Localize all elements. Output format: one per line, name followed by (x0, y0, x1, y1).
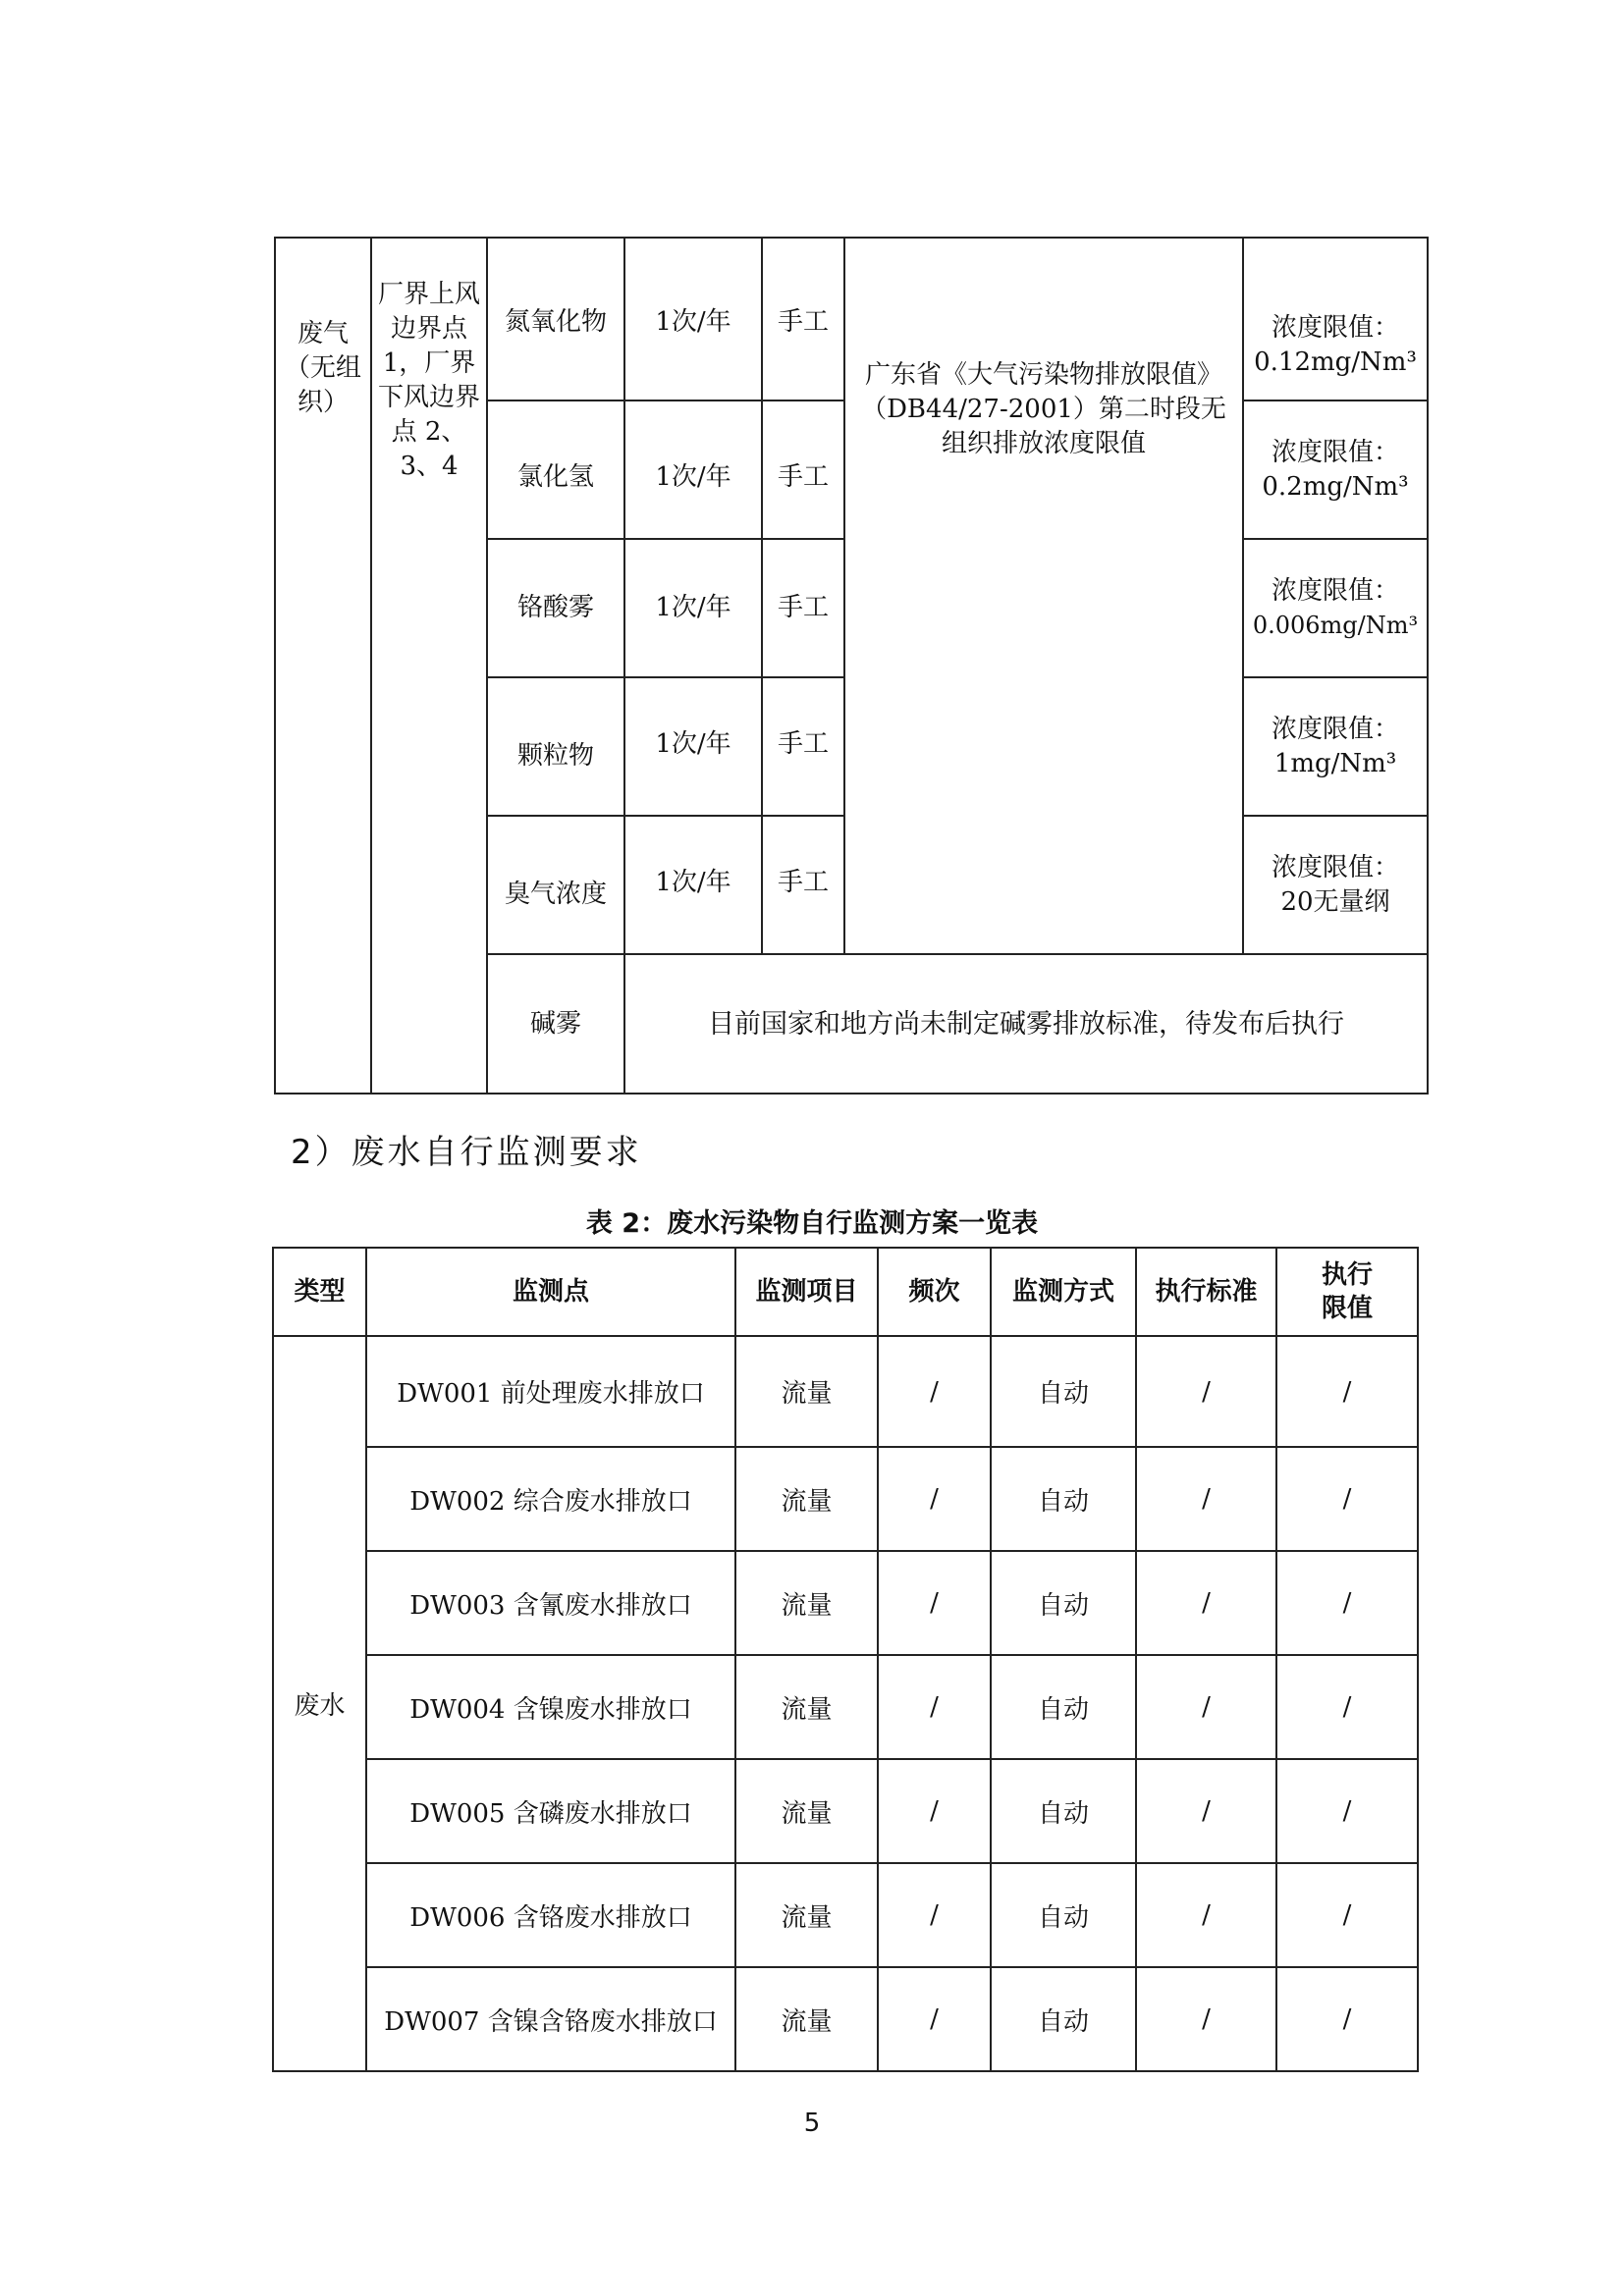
method-cell: 手工 (762, 400, 844, 539)
table-row (273, 1759, 1418, 1863)
header-limit: 执行限值 (1276, 1248, 1418, 1336)
item-cell: 流量 (735, 1863, 878, 1967)
table-row (273, 1967, 1418, 2071)
header-standard: 执行标准 (1136, 1248, 1276, 1336)
table-row (273, 1447, 1418, 1551)
item-cell: 颗粒物 (487, 677, 624, 816)
limit-label: 浓度限值： (1271, 437, 1399, 467)
type-cell: 废水 (273, 1336, 366, 2071)
limit-cell: / (1276, 1447, 1418, 1551)
freq-cell: 1次/年 (624, 677, 762, 816)
standard-cell: / (1136, 1336, 1276, 1447)
method-cell: 手工 (762, 238, 844, 400)
standard-cell: / (1136, 1967, 1276, 2071)
table-row (273, 1551, 1418, 1655)
method-cell: 自动 (991, 1967, 1136, 2071)
note-cell: 目前国家和地方尚未制定碱雾排放标准，待发布后执行 (624, 954, 1428, 1094)
item-cell: 铬酸雾 (487, 539, 624, 677)
limit-label: 浓度限值： (1271, 575, 1399, 606)
freq-cell: 1次/年 (624, 816, 762, 954)
header-point: 监测点 (366, 1248, 735, 1336)
freq-cell: / (878, 1655, 991, 1759)
type-cell: 废气（无组织） (275, 238, 371, 1094)
limit-label: 浓度限值： (1271, 714, 1399, 744)
header-type: 类型 (273, 1248, 366, 1336)
item-cell: 氯化氢 (487, 400, 624, 539)
limit-cell: / (1276, 1655, 1418, 1759)
limit-cell (1243, 238, 1428, 400)
limit-cell (1243, 539, 1428, 677)
table-row (273, 1863, 1418, 1967)
limit-value: 0.12mg/Nm³ (1254, 347, 1417, 377)
limit-cell: / (1276, 1551, 1418, 1655)
standard-cell: / (1136, 1655, 1276, 1759)
method-cell: 手工 (762, 539, 844, 677)
standard-cell: / (1136, 1551, 1276, 1655)
item-cell: 流量 (735, 1655, 878, 1759)
freq-cell: / (878, 1759, 991, 1863)
method-cell: 自动 (991, 1336, 1136, 1447)
point-cell: DW007 含镍含铬废水排放口 (366, 1967, 735, 2071)
freq-cell: / (878, 1447, 991, 1551)
limit-cell (1243, 400, 1428, 539)
standard-cell: / (1136, 1447, 1276, 1551)
section-heading: 2）废水自行监测要求 (291, 1133, 642, 1172)
table-row (273, 1655, 1418, 1759)
table-caption: 表 2：废水污染物自行监测方案一览表 (585, 1208, 1039, 1239)
freq-cell: / (878, 1551, 991, 1655)
limit-cell: / (1276, 1759, 1418, 1863)
standard-cell: / (1136, 1863, 1276, 1967)
method-cell: 自动 (991, 1863, 1136, 1967)
standard-cell: 广东省《大气污染物排放限值》（DB44/27-2001）第二时段无组织排放浓度限值 (844, 238, 1243, 954)
point-cell: DW003 含氰废水排放口 (366, 1551, 735, 1655)
limit-cell: / (1276, 1967, 1418, 2071)
monitoring-point-cell: 厂界上风边界点1，厂界下风边界点 2、3、4 (371, 238, 487, 1094)
limit-value: 1mg/Nm³ (1273, 748, 1397, 778)
item-cell: 流量 (735, 1336, 878, 1447)
point-cell: DW002 综合废水排放口 (366, 1447, 735, 1551)
point-cell: DW005 含磷废水排放口 (366, 1759, 735, 1863)
item-cell: 臭气浓度 (487, 816, 624, 954)
method-cell: 手工 (762, 816, 844, 954)
table-header-row (273, 1248, 1418, 1336)
limit-value: 0.2mg/Nm³ (1262, 471, 1409, 502)
wastewater-monitoring-table (272, 1247, 1419, 2072)
point-cell: DW004 含镍废水排放口 (366, 1655, 735, 1759)
limit-label: 浓度限值： (1271, 852, 1399, 882)
item-cell: 流量 (735, 1759, 878, 1863)
header-freq: 频次 (878, 1248, 991, 1336)
freq-cell: 1次/年 (624, 539, 762, 677)
point-cell: DW006 含铬废水排放口 (366, 1863, 735, 1967)
freq-cell: 1次/年 (624, 238, 762, 400)
point-cell: DW001 前处理废水排放口 (366, 1336, 735, 1447)
header-item: 监测项目 (735, 1248, 878, 1336)
exhaust-monitoring-table (274, 237, 1429, 1095)
limit-label: 浓度限值： (1271, 313, 1399, 343)
freq-cell: / (878, 1863, 991, 1967)
method-cell: 自动 (991, 1447, 1136, 1551)
method-cell: 自动 (991, 1655, 1136, 1759)
item-cell: 氮氧化物 (487, 238, 624, 400)
page-number: 5 (803, 2109, 821, 2138)
method-cell: 自动 (991, 1759, 1136, 1863)
method-cell: 手工 (762, 677, 844, 816)
freq-cell: 1次/年 (624, 400, 762, 539)
limit-value: 20无量纲 (1280, 886, 1390, 917)
item-cell: 流量 (735, 1551, 878, 1655)
item-cell: 流量 (735, 1447, 878, 1551)
item-cell: 碱雾 (487, 954, 624, 1094)
item-cell: 流量 (735, 1967, 878, 2071)
standard-cell: / (1136, 1759, 1276, 1863)
freq-cell: / (878, 1336, 991, 1447)
table-row (273, 1336, 1418, 1447)
header-method: 监测方式 (991, 1248, 1136, 1336)
limit-cell: / (1276, 1863, 1418, 1967)
limit-cell (1243, 677, 1428, 816)
method-cell: 自动 (991, 1551, 1136, 1655)
limit-value: 0.006mg/Nm³ (1252, 611, 1419, 639)
freq-cell: / (878, 1967, 991, 2071)
limit-cell (1243, 816, 1428, 954)
limit-cell: / (1276, 1336, 1418, 1447)
